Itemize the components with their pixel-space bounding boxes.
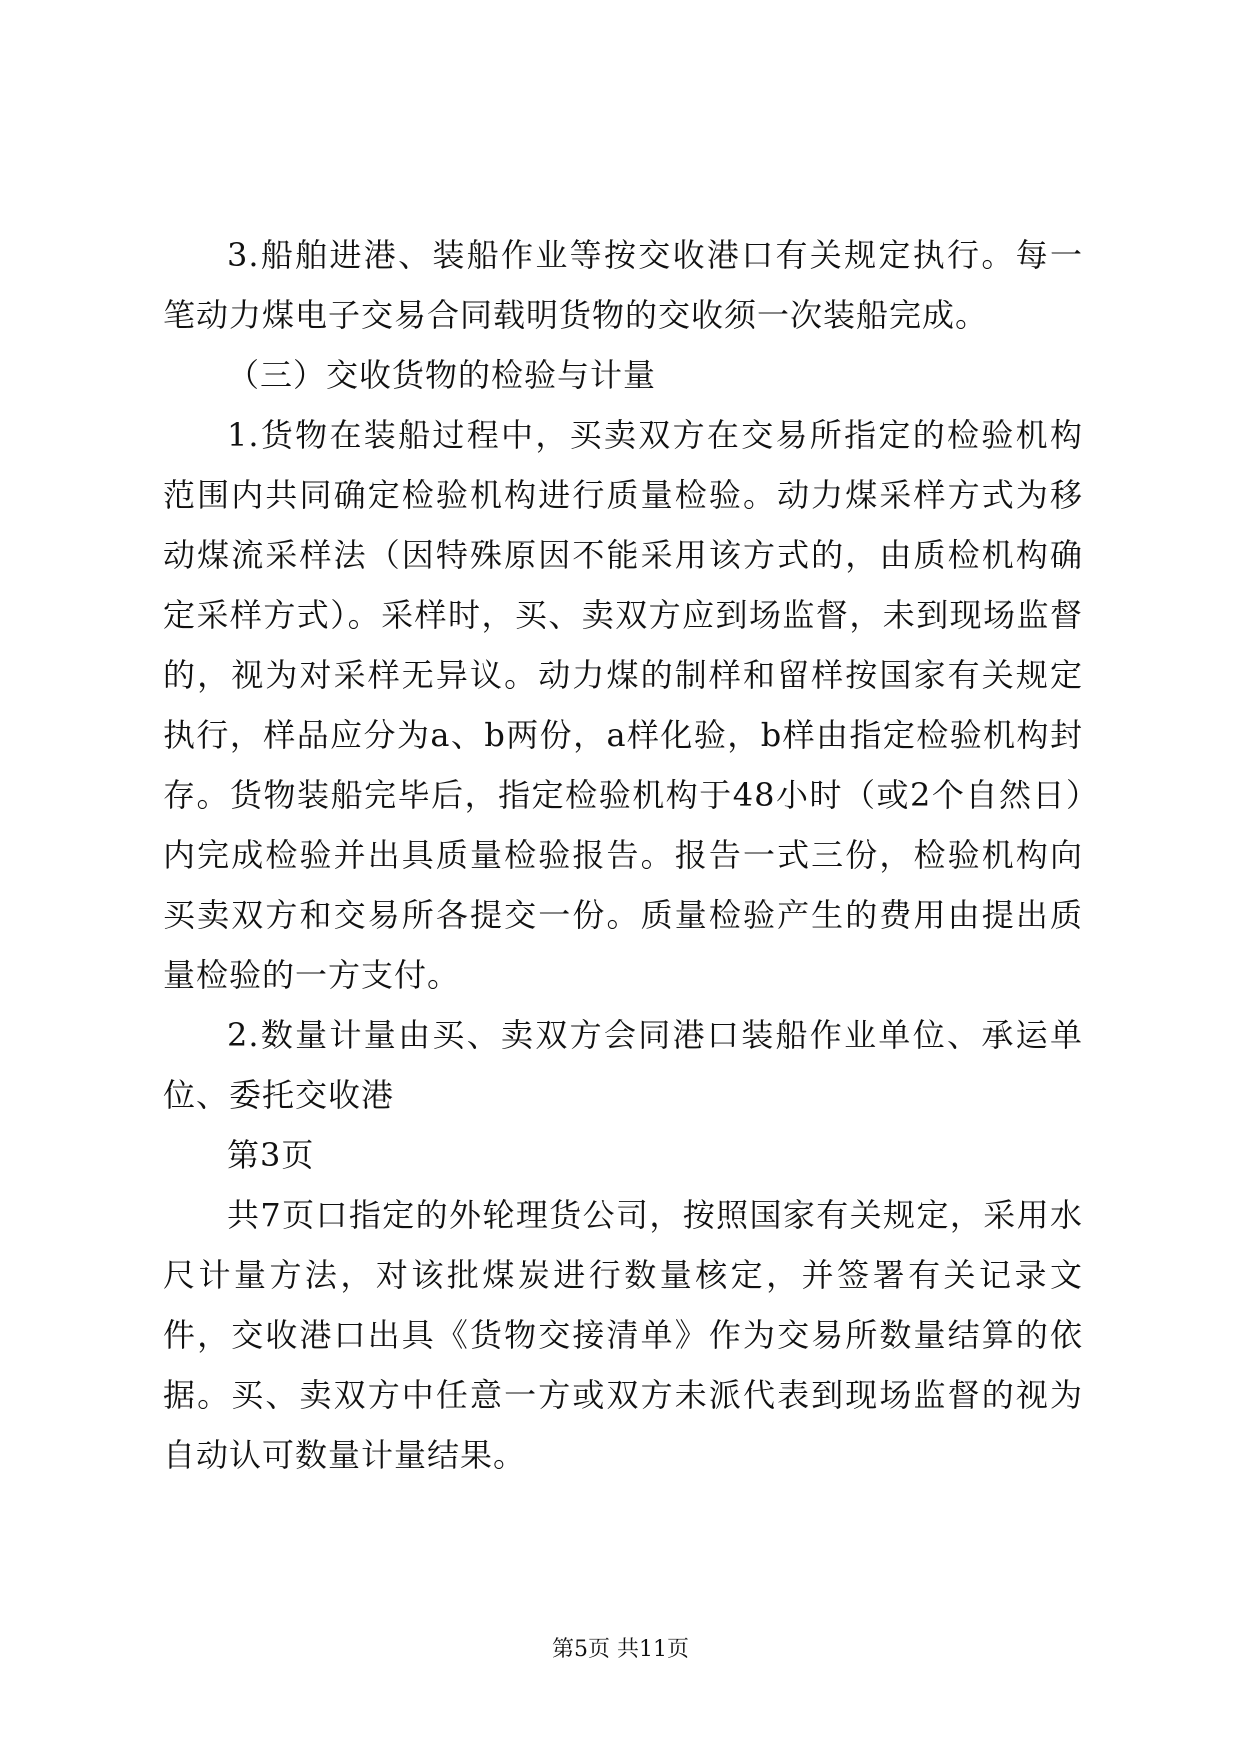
paragraph-ship-loading: 3.船舶进港、装船作业等按交收港口有关规定执行。每一笔动力煤电子交易合同载明货物的交收须一次装船完成。 xyxy=(163,236,1083,334)
document-body xyxy=(163,225,1083,1485)
page-footer: 第5页 共11页 xyxy=(552,1637,689,1662)
paragraph-cargo-handover: 共7页口指定的外轮理货公司，按照国家有关规定，采用水尺计量方法，对该批煤炭进行数量核定，并签署有关记录文件，交收港口出具《货物交接清单》作为交易所数量结算的依据。买、卖双方中任意一方或双方未派代表到现场监督的视为自动认可数量计量结果。 xyxy=(163,1196,1083,1474)
paragraph-quantity-measurement: 2.数量计量由买、卖双方会同港口装船作业单位、承运单位、委托交收港 xyxy=(163,1016,1083,1114)
inline-page-marker: 第3页 xyxy=(227,1136,315,1174)
paragraph-quality-inspection: 1.货物在装船过程中，买卖双方在交易所指定的检验机构范围内共同确定检验机构进行质量检验。动力煤采样方式为移动煤流采样法（因特殊原因不能采用该方式的，由质检机构确定采样方式）。采样时，买、卖双方应到场监督，未到现场监督的，视为对采样无异议。动力煤的制样和留样按国家有关规定执行，样品应分为a、b两份，a样化验，b样由指定检验机构封存。货物装船完毕后，指定检验机构于48小时（或2个自然日）内完成检验并出具质量检验报告。报告一式三份，检验机构向买卖双方和交易所各提交一份。质量检验产生的费用由提出质量检验的一方支付。 xyxy=(163,416,1083,994)
section-heading-inspection: （三）交收货物的检验与计量 xyxy=(227,356,657,394)
